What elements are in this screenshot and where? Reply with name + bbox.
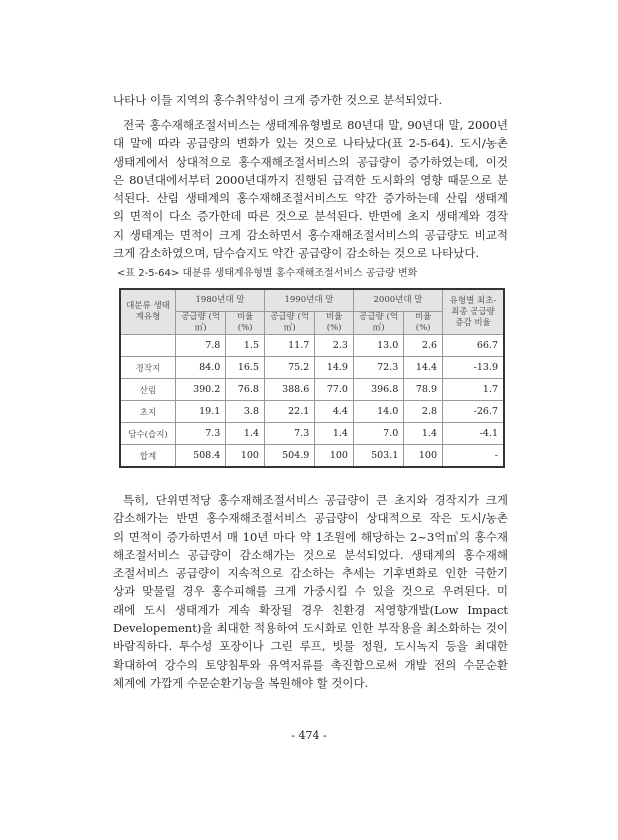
subheader-ratio: 비율 (%) bbox=[315, 312, 354, 335]
text-line: 해조절서비스 공급량이 감소해가는 것으로 분석되었다. 생태계의 홍수재해 bbox=[113, 547, 508, 562]
table-cell: 13.0 bbox=[353, 335, 403, 357]
table-cell: 508.4 bbox=[176, 445, 226, 468]
table-cell: 3.8 bbox=[226, 401, 265, 423]
table-row bbox=[120, 445, 504, 468]
table-cell: 1.5 bbox=[226, 335, 265, 357]
table-cell: 77.0 bbox=[315, 379, 354, 401]
table-cell: 72.3 bbox=[353, 357, 403, 379]
table-cell: 504.9 bbox=[264, 445, 314, 468]
table-row bbox=[120, 423, 504, 445]
table-cell: 14.4 bbox=[404, 357, 443, 379]
table-row bbox=[120, 335, 504, 357]
table-cell: 100 bbox=[404, 445, 443, 468]
table-cell: 388.6 bbox=[264, 379, 314, 401]
table-cell: 1.4 bbox=[404, 423, 443, 445]
text-line: 바람직하다. 투수성 포장이나 그린 루프, 빗물 정원, 도시녹지 등을 최대한 bbox=[113, 639, 508, 654]
table-row bbox=[120, 379, 504, 401]
table-cell: -26.7 bbox=[443, 401, 505, 423]
table-caption: <표 2-5-64> 대분류 생태계유형별 홍수재해조절서비스 공급량 변화 bbox=[117, 268, 418, 279]
text-line: 특히, 단위면적당 홍수재해조절서비스 공급량이 큰 초지와 경작지가 크게 bbox=[123, 493, 508, 507]
header-period-1990: 1990년대 말 bbox=[264, 289, 353, 312]
subheader-supply: 공급량 (억㎥) bbox=[264, 312, 314, 335]
header-period-1980: 1980년대 말 bbox=[176, 289, 265, 312]
text-line: 의 면적이 증가하면서 매 10년 마다 약 1조원에 해당하는 2~3억㎥의 홍수재 bbox=[113, 529, 508, 544]
text-line: 은 80년대에서부터 2000년대까지 진행된 급격한 도시화의 영향 때문으로 분 bbox=[113, 172, 508, 187]
table-cell: 7.3 bbox=[264, 423, 314, 445]
text-line: Developement)을 최대한 적용하여 도시화로 인한 부작용을 최소화하는 것이 bbox=[113, 621, 508, 636]
row-label: 초지 bbox=[120, 401, 176, 423]
text-line: 전국 홍수재해조절서비스는 생태계유형별로 80년대 말, 90년대 말, 2000년 bbox=[123, 118, 508, 132]
table-cell: 11.7 bbox=[264, 335, 314, 357]
paragraph-3 bbox=[113, 491, 508, 692]
table-row bbox=[120, 401, 504, 423]
subheader-supply: 공급량 (억㎥) bbox=[176, 312, 226, 335]
subheader-ratio: 비율 (%) bbox=[226, 312, 265, 335]
header-change-ratio: 유형별 최초-최종 공급량증감 비율 bbox=[443, 289, 505, 335]
table-cell: 1.4 bbox=[226, 423, 265, 445]
row-label: 산림 bbox=[120, 379, 176, 401]
table-cell: 1.4 bbox=[315, 423, 354, 445]
table-cell: 503.1 bbox=[353, 445, 403, 468]
paragraph-1 bbox=[113, 91, 508, 109]
table-cell: -4.1 bbox=[443, 423, 505, 445]
text-line: 조절서비스 공급량이 지속적으로 감소하는 추세는 기후변화로 인한 극한기 bbox=[113, 566, 508, 581]
text-line: 상과 맞물릴 경우 홍수피해를 크게 가중시킬 수 있을 것으로 우려된다. 미 bbox=[113, 584, 508, 599]
table-cell: 14.0 bbox=[353, 401, 403, 423]
text-line: 확대하여 강수의 토양침투와 유역저류를 촉진함으로써 개발 전의 수문순환 bbox=[113, 657, 508, 672]
table-cell: 19.1 bbox=[176, 401, 226, 423]
page-number: - 474 - bbox=[291, 729, 327, 742]
table-cell: 22.1 bbox=[264, 401, 314, 423]
header-period-2000: 2000년대 말 bbox=[353, 289, 442, 312]
table-cell: 390.2 bbox=[176, 379, 226, 401]
table-cell: 16.5 bbox=[226, 357, 265, 379]
supply-change-table bbox=[119, 288, 505, 468]
table-cell: - bbox=[443, 445, 505, 468]
paragraph-2 bbox=[113, 116, 508, 262]
text-line: 감소해가는 반면 홍수재해조절서비스 공급량이 상대적으로 작은 도시/농촌 bbox=[113, 511, 508, 526]
row-label: 담수(습지) bbox=[120, 423, 176, 445]
table-cell: 100 bbox=[226, 445, 265, 468]
table-cell: 2.6 bbox=[404, 335, 443, 357]
table-cell: 2.8 bbox=[404, 401, 443, 423]
table-cell: 7.3 bbox=[176, 423, 226, 445]
text-line: 석된다. 산림 생태계의 홍수재해조절서비스도 약간 증가하는데 산림 생태계 bbox=[113, 191, 508, 206]
subheader-ratio: 비율 (%) bbox=[404, 312, 443, 335]
row-label bbox=[120, 335, 176, 357]
text-line: 나타나 이들 지역의 홍수취약성이 크게 증가한 것으로 분석되었다. bbox=[113, 93, 443, 107]
row-label: 합계 bbox=[120, 445, 176, 468]
table-cell: 396.8 bbox=[353, 379, 403, 401]
table-cell: -13.9 bbox=[443, 357, 505, 379]
table-cell: 4.4 bbox=[315, 401, 354, 423]
table-cell: 14.9 bbox=[315, 357, 354, 379]
table-cell: 76.8 bbox=[226, 379, 265, 401]
text-line: 의 면적이 다소 증가한데 따른 것으로 분석된다. 반면에 초지 생태계와 경작 bbox=[113, 209, 508, 224]
subheader-supply: 공급량 (억㎥) bbox=[353, 312, 403, 335]
table-cell: 2.3 bbox=[315, 335, 354, 357]
table-row bbox=[120, 357, 504, 379]
table-cell: 7.0 bbox=[353, 423, 403, 445]
text-line: 대 말에 따라 공급량의 변화가 있는 것으로 나타났다(표 2-5-64). 도시/농촌 bbox=[113, 136, 508, 151]
text-line: 체계에 가깝게 수문순환기능을 복원해야 할 것이다. bbox=[113, 675, 369, 690]
table-cell: 78.9 bbox=[404, 379, 443, 401]
text-line: 지 생태계는 면적이 크게 감소하면서 홍수재해조절서비스의 공급량도 비교적 bbox=[113, 227, 508, 242]
table-cell: 1.7 bbox=[443, 379, 505, 401]
row-label: 경작지 bbox=[120, 357, 176, 379]
header-category: 대분류 생태계유형 bbox=[120, 289, 176, 335]
text-line: 래에 도시 생태계가 계속 확장될 경우 친환경 저영향개발(Low Impact bbox=[113, 602, 508, 617]
table-cell: 66.7 bbox=[443, 335, 505, 357]
table-cell: 75.2 bbox=[264, 357, 314, 379]
table-cell: 7.8 bbox=[176, 335, 226, 357]
text-line: 크게 감소하였으며, 담수습지도 약간 공급량이 감소하는 것으로 나타났다. bbox=[113, 246, 480, 261]
table-cell: 84.0 bbox=[176, 357, 226, 379]
text-line: 생태계에서 상대적으로 홍수재해조절서비스의 공급량이 증가하였는데, 이것 bbox=[113, 154, 508, 169]
table-cell: 100 bbox=[315, 445, 354, 468]
